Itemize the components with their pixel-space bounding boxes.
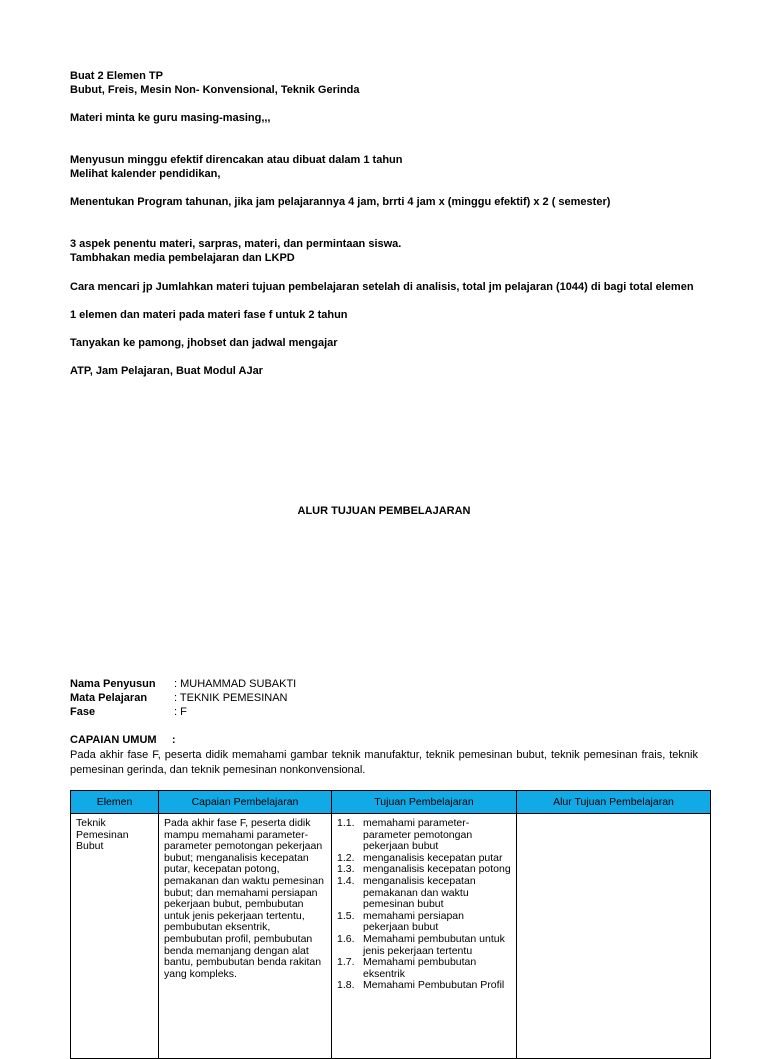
identity-value: : F: [174, 706, 187, 718]
header-alur: Alur Tujuan Pembelajaran: [517, 791, 711, 814]
item-number: 1.6.: [337, 932, 355, 945]
identity-label: Nama Penyusun: [70, 678, 156, 690]
tujuan-list: [337, 818, 511, 992]
header-capaian: Capaian Pembelajaran: [159, 791, 332, 814]
identity-value: : TEKNIK PEMESINAN: [174, 692, 288, 704]
cell-alur: [517, 814, 711, 1059]
table-row: [71, 814, 711, 1059]
identity-row: [70, 677, 296, 691]
cell-tujuan: [332, 814, 517, 1059]
capaian-umum-text: Pada akhir fase F, peserta didik memahami gambar teknik manufaktur, teknik pemesinan bubut, teknik pemesinan frais, teknik pemesinan gerinda, dan teknik pemesinan nonkonvensional.: [70, 749, 698, 776]
item-text: Memahami Pembubutan Profil: [363, 979, 505, 992]
note-line: Bubut, Freis, Mesin Non- Konvensional, Teknik Gerinda: [70, 84, 360, 96]
identity-value: : MUHAMMAD SUBAKTI: [174, 678, 297, 690]
identity-block: [70, 677, 296, 719]
document-title: ALUR TUJUAN PEMBELAJARAN: [297, 505, 471, 517]
identity-row: [70, 705, 296, 719]
item-number: 1.3.: [337, 863, 355, 876]
note-line: ATP, Jam Pelajaran, Buat Modul AJar: [70, 365, 263, 377]
header-tujuan: Tujuan Pembelajaran: [332, 791, 517, 814]
cell-elemen: [71, 814, 159, 1059]
capaian-umum-heading: CAPAIAN UMUM :: [70, 734, 176, 746]
item-text: Memahami pembubutan untuk jenis pekerjaan tertentu: [363, 932, 505, 957]
cell-capaian: Pada akhir fase F, peserta didik mampu memahami parameter-parameter pemotongan pekerjaan bubut; menganalisis kecepatan putar, kecepatan potong, pemakanan dan waktu pemesinan bubut; dan memahami persiapan pekerjaan bubut, pembubutan untuk jenis pekerjaan tertentu, pembubutan eksentrik, pembubutan profil, pembubutan benda memanjang dengan alat bantu, pembubutan benda rakitan yang kompleks.: [159, 814, 332, 1059]
list-item: [337, 980, 511, 992]
note-line: Cara mencari jp Jumlahkan materi tujuan pembelajaran setelah di analisis, total jm pelajaran (1044) di bagi total elemen: [70, 281, 694, 293]
item-text: memahami parameter-parameter pemotongan pekerjaan bubut: [363, 817, 473, 853]
item-text: menganalisis kecepatan potong: [363, 863, 511, 876]
item-number: 1.1.: [337, 817, 355, 829]
item-text: Memahami pembubutan eksentrik: [363, 956, 477, 980]
item-number: 1.7.: [337, 956, 355, 969]
elemen-text: Teknik Pemesinan Bubut: [76, 817, 129, 853]
list-item: [337, 876, 511, 911]
list-item: [337, 911, 511, 934]
item-text: menganalisis kecepatan putar: [363, 851, 503, 864]
note-line: 3 aspek penentu materi, sarpras, materi, dan permintaan siswa.: [70, 238, 402, 250]
note-line: Menentukan Program tahunan, jika jam pelajarannya 4 jam, brrti 4 jam x (minggu efektif) x 2 ( semester): [70, 196, 611, 208]
note-line: Menyusun minggu efektif direncakan atau dibuat dalam 1 tahun: [70, 154, 403, 166]
note-line: Melihat kalender pendidikan,: [70, 168, 221, 180]
atp-table: [70, 790, 711, 1059]
item-number: 1.8.: [337, 979, 355, 992]
item-number: 1.5.: [337, 909, 355, 922]
identity-row: [70, 691, 296, 705]
note-line: Buat 2 Elemen TP: [70, 70, 163, 82]
item-text: memahami persiapan pekerjaan bubut: [363, 909, 464, 934]
note-line: Tanyakan ke pamong, jhobset dan jadwal mengajar: [70, 337, 338, 349]
note-line: 1 elemen dan materi pada materi fase f untuk 2 tahun: [70, 309, 348, 321]
item-number: 1.2.: [337, 851, 355, 864]
note-line: Materi minta ke guru masing-masing,,,: [70, 112, 271, 124]
item-number: 1.4.: [337, 874, 355, 887]
list-item: [337, 818, 511, 853]
identity-label: Fase: [70, 706, 96, 718]
table-header-row: [71, 791, 711, 814]
note-line: Tambhakan media pembelajaran dan LKPD: [70, 252, 295, 264]
item-text: menganalisis kecepatan pemakanan dan waktu pemesinan bubut: [363, 874, 476, 911]
list-item: [337, 934, 511, 957]
header-elemen: Elemen: [71, 791, 159, 814]
list-item: [337, 957, 511, 980]
identity-label: Mata Pelajaran: [70, 692, 148, 704]
